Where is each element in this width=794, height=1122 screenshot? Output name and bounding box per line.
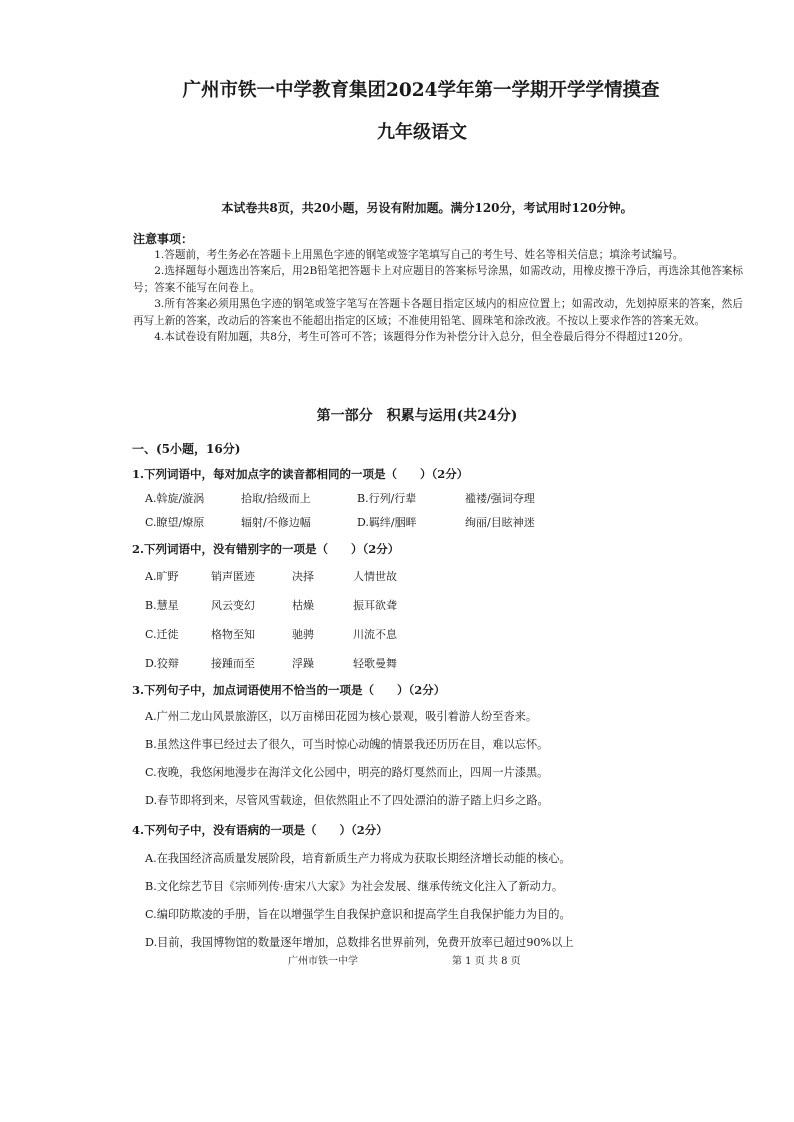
notes-heading: 注意事项： bbox=[133, 232, 194, 246]
option-word: 振耳欲聋 bbox=[353, 599, 397, 612]
option-word: 销声匿迹 bbox=[211, 570, 255, 583]
question-3-option-b: B.虽然这件事已经过去了很久，可当时惊心动魄的情景我还历历在目，难以忘怀。 bbox=[145, 738, 549, 751]
option-word: D.狡辩 bbox=[145, 657, 179, 670]
footer-school: 广州市铁一中学 bbox=[288, 956, 358, 967]
part-title: 第一部分 积累与运用(共24分) bbox=[316, 408, 518, 424]
option-d: D.羁绊/胭畔 bbox=[357, 516, 417, 529]
notes-list bbox=[133, 247, 743, 345]
question-3-option-d: D.春节即将到来，尽管风雪载途，但依然阻止不了四处漂泊的游子踏上归乡之路。 bbox=[145, 794, 549, 807]
option-word: B.慧星 bbox=[145, 599, 179, 612]
question-3-stem: 3.下列句子中，加点词语使用不恰当的一项是（ ）（2分） bbox=[132, 683, 446, 697]
footer-page-number: 第 1 页 共 8 页 bbox=[452, 956, 521, 967]
subject-title: 九年级语文 bbox=[377, 122, 467, 143]
option-word: 枯燥 bbox=[292, 599, 314, 612]
question-2-option-c bbox=[145, 626, 745, 644]
question-4-option-b: B.文化综艺节目《宗师列传·唐宋八大家》为社会发展、继承传统文化注入了新动力。 bbox=[145, 880, 564, 893]
question-3-option-c: C.夜晚，我悠闲地漫步在海洋文化公园中，明亮的路灯戛然而止，四周一片漆黑。 bbox=[145, 766, 549, 779]
option-word: 驰骋 bbox=[292, 628, 314, 641]
question-2-option-a bbox=[145, 568, 745, 586]
note-item: 2.选择题每小题选出答案后，用2B铅笔把答题卡上对应题目的答案标号涂黑，如需改动，用橡皮擦干净后，再选涂其他答案标号；答案不能写在问卷上。 bbox=[133, 265, 743, 294]
option-word: 浮躁 bbox=[292, 657, 314, 670]
question-4-option-c: C.编印防欺凌的手册，旨在以增强学生自我保护意识和提高学生自我保护能力为目的。 bbox=[145, 908, 571, 921]
option-word: 风云变幻 bbox=[211, 599, 255, 612]
note-item: 1.答题前，考生务必在答题卡上用黑色字迹的钢笔或签字笔填写自己的考生号、姓名等相关信息；填涂考试编号。 bbox=[154, 249, 684, 261]
option-text: 绚丽/目眩神迷 bbox=[465, 516, 535, 529]
question-1-stem: 1.下列词语中，每对加点字的读音都相同的一项是（ ）（2分） bbox=[132, 467, 469, 481]
option-text: 褴褛/强词夺理 bbox=[465, 492, 535, 505]
question-2-stem: 2.下列词语中，没有错别字的一项是（ ）（2分） bbox=[132, 542, 400, 556]
option-word: 人情世故 bbox=[353, 570, 397, 583]
option-word: C.迁徙 bbox=[145, 628, 179, 641]
exam-title: 广州市铁一中学教育集团2024学年第一学期开学学情摸查 bbox=[182, 80, 660, 101]
option-a: A.斡旋/漩涡 bbox=[145, 492, 205, 505]
question-1-options-row-1 bbox=[145, 490, 745, 508]
option-text: 辐射/不修边幅 bbox=[241, 516, 311, 529]
option-word: 轻歌曼舞 bbox=[353, 657, 397, 670]
question-4-option-d: D.目前，我国博物馆的数量逐年增加，总数排名世界前列，免费开放率已超过90%以上 bbox=[145, 936, 574, 949]
question-3-option-a: A.广州二龙山风景旅游区，以万亩梯田花园为核心景观，吸引着游人纷至沓来。 bbox=[145, 710, 538, 723]
option-b: B.行列/行辈 bbox=[357, 492, 417, 505]
option-c: C.瞭望/燎原 bbox=[145, 516, 205, 529]
exam-info: 本试卷共8页，共20小题，另设有附加题。满分120分，考试用时120分钟。 bbox=[221, 201, 633, 215]
section-heading: 一、(5小题，16分) bbox=[132, 442, 241, 456]
option-text: 拾取/拾级而上 bbox=[241, 492, 311, 505]
note-item: 4.本试卷设有附加题，共8分，考生可答可不答；该题得分作为补偿分计入总分，但全卷最后得分不得超过120分。 bbox=[154, 331, 690, 344]
question-4-stem: 4.下列句子中，没有语病的一项是（ ）（2分） bbox=[132, 823, 388, 837]
note-item: 3.所有答案必须用黑色字迹的钢笔或签字笔写在答题卡各题目指定区域内的相应位置上；如需改动，先划掉原来的答案，然后再写上新的答案，改动后的答案也不能超出指定的区域；不准使用铅笔、圆珠笔和涂改液。不按以上要求作答的答案无效。 bbox=[133, 298, 743, 327]
option-word: 决择 bbox=[292, 570, 314, 583]
question-2-option-d bbox=[145, 655, 745, 673]
question-2-option-b bbox=[145, 597, 745, 615]
option-word: 接踵而至 bbox=[211, 657, 255, 670]
question-1-options-row-2 bbox=[145, 514, 745, 532]
option-word: 川流不息 bbox=[353, 628, 397, 641]
option-word: 格物至知 bbox=[211, 628, 255, 641]
question-4-option-a: A.在我国经济高质量发展阶段，培育新质生产力将成为获取长期经济增长动能的核心。 bbox=[145, 852, 571, 865]
option-word: A.旷野 bbox=[145, 570, 179, 583]
